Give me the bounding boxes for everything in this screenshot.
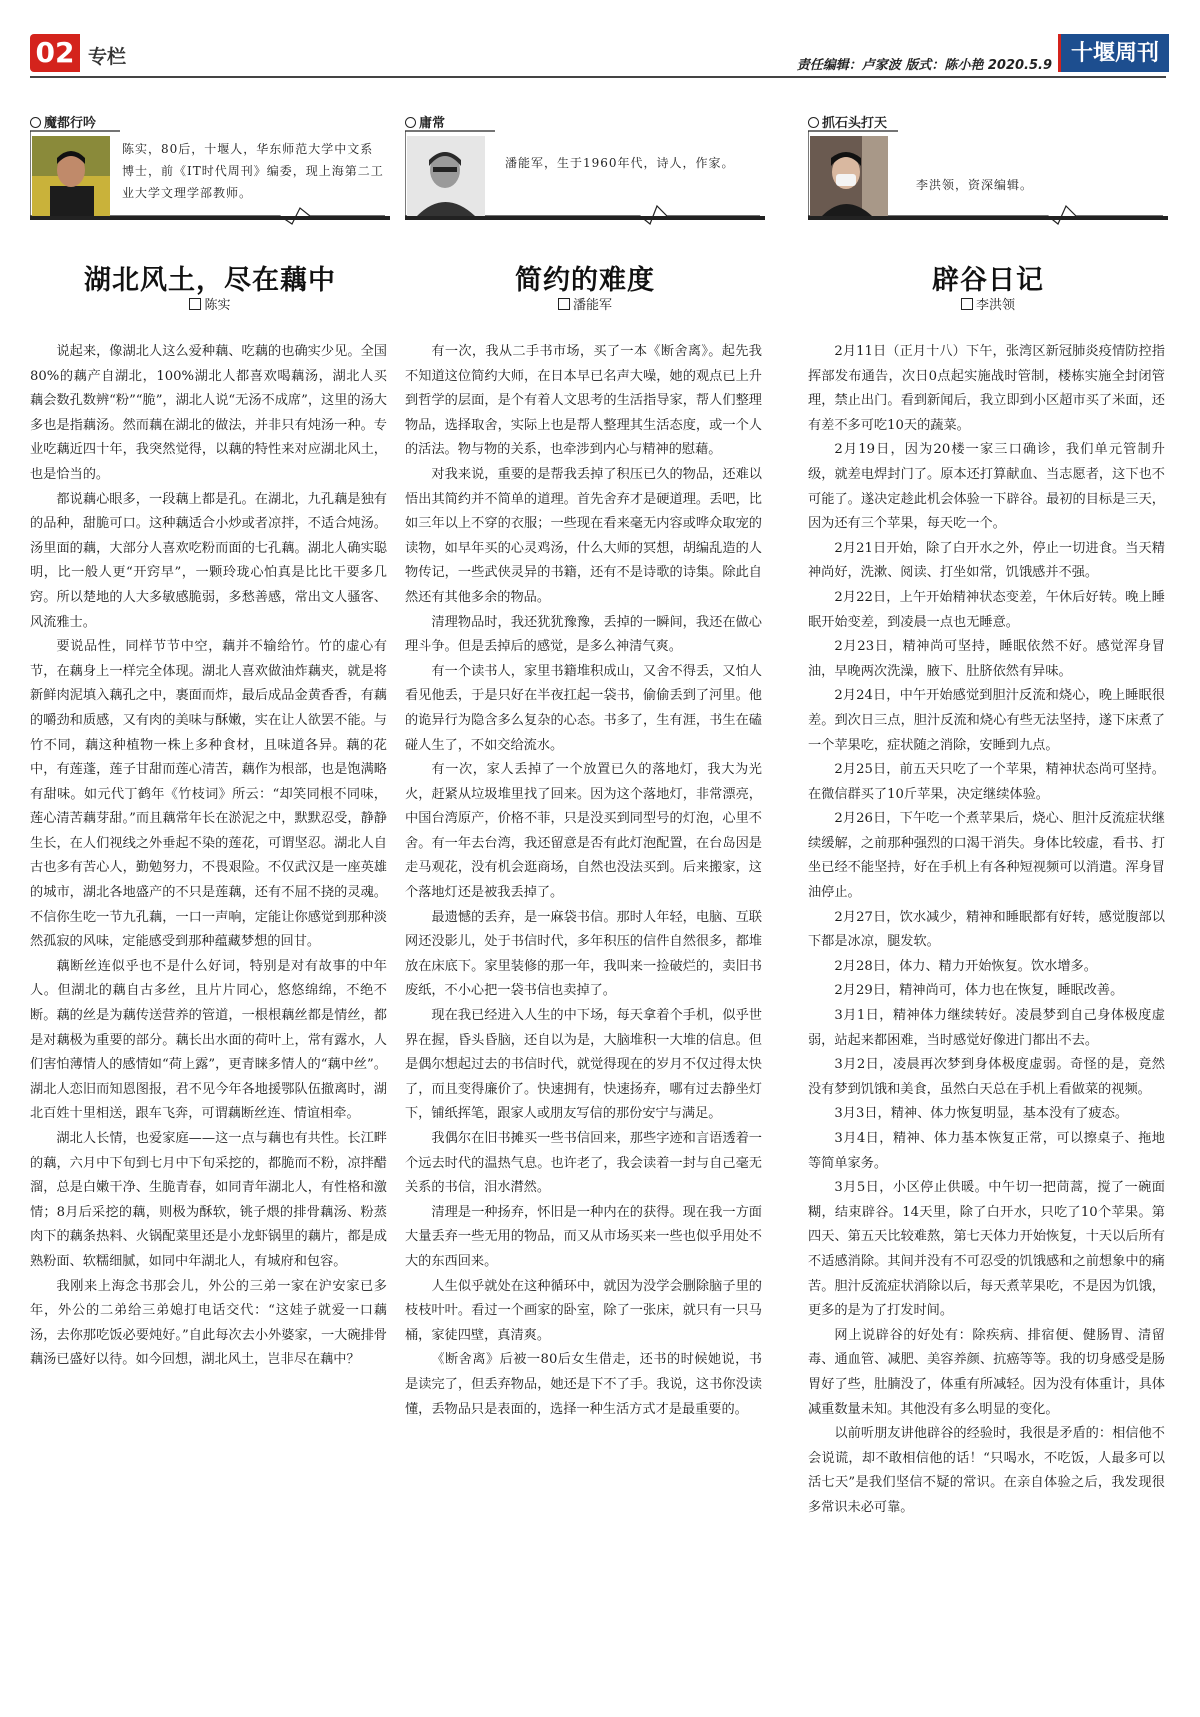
paragraph: 对我来说，重要的是帮我丢掉了积压已久的物品，还难以悟出其简约并不简单的道理。首先舍弃才是硬道理。丢吧，比如三年以上不穿的衣服；一些现在看来毫无内容或哗众取宠的读物，如早年买的心灵鸡汤，什么大师的冥想，胡编乱造的人物传记，一些武侠灵异的书籍，还有不是诗歌的诗集。除此自然还有其他多余的物品。 (405, 466, 762, 605)
paragraph: 有一次，家人丢掉了一个放置已久的落地灯，我大为光火，赶紧从垃圾堆里找了回来。因为这个落地灯，非常漂亮，中国台湾原产，价格不菲，只是没买到同型号的灯泡，心里不舍。有一年去台湾，我还留意是否有此灯泡配置，在台岛因是走马观花，没有机会逛商场，自然也没法买到。后来搬家，这个落地灯还是被我丢掉了。 (405, 762, 762, 901)
article-title: 辟谷日记 (932, 265, 1044, 296)
article-body (808, 340, 1165, 1521)
article-title: 简约的难度 (515, 265, 655, 296)
masthead-logo: 十堰周刊 (1058, 34, 1169, 72)
author-portrait (32, 136, 110, 216)
paragraph: 湖北人长情，也爱家庭——这一点与藕也有共性。长江畔的藕，六月中下旬到七月中下旬采挖的，都脆而不粉，凉拌醋溜，总是白嫩干净、生脆青春，如同青年湖北人，有性格和激情；8月后采挖的藕，则极为酥软，铫子煨的排骨藕汤、粉蒸肉下的藕条热料、火锅配菜里还是小龙虾锅里的藕片，都是成熟粉面、软糯细腻，如同中年湖北人，有城府和包容。 (30, 1131, 387, 1269)
paragraph: 2月27日，饮水减少，精神和睡眠都有好转，感觉腹部以下都是冰凉，腿发软。 (808, 909, 1165, 950)
article-title: 湖北风土，尽在藕中 (84, 265, 336, 296)
author-box (808, 130, 1168, 226)
paragraph: 2月29日，精神尚可，体力也在恢复，睡眠改善。 (834, 983, 1124, 999)
column-label: 魔都行吟 (30, 112, 96, 131)
article-byline: 潘能军 (405, 294, 765, 313)
editor-credits: 责任编辑：卢家波 版式：陈小艳 2020.5.9 (796, 58, 1052, 73)
page-number-badge: 02 (30, 34, 80, 72)
paragraph: 2月22日，上午开始精神状态变差，午休后好转。晚上睡眠开始变差，到凌晨一点也无睡意。 (808, 589, 1165, 630)
paragraph: 3月1日，精神体力继续转好。凌晨梦到自己身体极度虚弱，站起来都困难，当时感觉好像进门都出不去。 (808, 1008, 1165, 1048)
paragraph: 2月11日（正月十八）下午，张湾区新冠肺炎疫情防控指挥部发布通告，次日0点起实施战时管制，楼栋实施全封闭管理，禁止出门。看到新闻后，我立即到小区超市买了米面，还有差不多可吃10天的蔬菜。 (808, 344, 1165, 433)
author-bio: 李洪领，资深编辑。 (916, 178, 1034, 192)
paragraph: 我偶尔在旧书摊买一些书信回来，那些字迹和言语透着一个远去时代的温热气息。也许老了，我会读着一封与自己毫无关系的书信，泪水潸然。 (405, 1131, 762, 1196)
paragraph: 2月24日，中午开始感觉到胆汁反流和烧心，晚上睡眠很差。到次日三点，胆汁反流和烧心有些无法坚持，遂下床煮了一个苹果吃，症状随之消除，安睡到九点。 (808, 688, 1165, 753)
paragraph: 2月23日，精神尚可坚持，睡眠依然不好。感觉浑身冒油，早晚两次洗澡，腋下、肚脐依然有异味。 (808, 639, 1165, 679)
ring-icon (405, 117, 416, 128)
paragraph: 3月5日，小区停止供暖。中午切一把茼蒿，搅了一碗面糊，结束辟谷。14天里，除了白开水，只吃了10个苹果。第四天、第五天比较难熬，第七天体力开始恢复，十天以后所有不适感消除。其间并没有不可忍受的饥饿感和之前想象中的痛苦。胆汁反流症状消除以后，每天煮苹果吃，不是因为饥饿，更多的是为了打发时间。 (808, 1180, 1165, 1319)
paragraph: 2月26日，下午吃一个煮苹果后，烧心、胆汁反流症状继续缓解，之前那种强烈的口渴干消失。身体比较虚，看书、打坐已经不能坚持，好在手机上有各种短视频可以消遣。浑身冒油停止。 (808, 811, 1165, 901)
author-bio: 陈实，80后，十堰人，华东师范大学中文系博士，前《IT时代周刊》编委，现上海第二工业大学文理学部教师。 (122, 142, 384, 200)
paragraph: 有一个读书人，家里书籍堆积成山，又舍不得丢，又怕人看见他丢，于是只好在半夜扛起一袋书，偷偷丢到了河里。他的诡异行为隐含多么复杂的心态。书多了，生有涯，书生在磕碰人生了，不如交给流水。 (405, 663, 762, 753)
paragraph: 清理物品时，我还犹犹豫豫，丢掉的一瞬间，我还在做心理斗争。但是丢掉后的感觉，是多么神清气爽。 (405, 614, 762, 655)
paragraph: 人生似乎就处在这种循环中，就因为没学会删除脑子里的枝枝叶叶。看过一个画家的卧室，除了一张床，就只有一只马桶，家徒四壁，真清爽。 (405, 1278, 762, 1343)
article-body (405, 340, 762, 1422)
paragraph: 说起来，像湖北人这么爱种藕、吃藕的也确实少见。全国80%的藕产自湖北，100%湖北人都喜欢喝藕汤，湖北人买藕会数孔数辨“粉”“脆”，湖北人说“无汤不成席”，这里的汤大多也是指藕汤。然而藕在湖北的做法，并非只有炖汤一种。专业吃藕近四十年，我突然觉得，以藕的特性来对应湖北风土，也是恰当的。 (30, 344, 387, 482)
article-byline: 李洪领 (808, 294, 1168, 313)
header-divider (30, 76, 1166, 78)
byline-box-icon (189, 298, 201, 310)
article-byline: 陈实 (30, 294, 390, 313)
paragraph: 3月3日，精神、体力恢复明显，基本没有了疲态。 (834, 1106, 1129, 1122)
author-box (30, 130, 390, 226)
paragraph: 藕断丝连似乎也不是什么好词，特别是对有故事的中年人。但湖北的藕自古多丝，且片片同心，悠悠绵绵，不绝不断。藕的丝是为藕传送营养的管道，一根根藕丝都是情丝，都是对藕极为重要的部分。藕长出水面的荷叶上，常有露水，人们害怕薄情人的感情如“荷上露”，更青睐多情人的“藕中丝”。湖北人恋旧而知恩图报，君不见今年各地援鄂队伍撤离时，湖北百姓十里相送，跟车飞奔，可谓藕断丝连、情谊相牵。 (30, 958, 387, 1122)
section-label: 专栏 (88, 46, 127, 68)
paragraph: 有一次，我从二手书市场，买了一本《断舍离》。起先我不知道这位简约大师，在日本早已名声大噪，她的观点已上升到哲学的层面，是个有着人文思考的生活指导家，帮人们整理物品，选择取舍，实际上也是帮人整理其生活态度，或一个人的活法。物与物的关系，也牵涉到内心与精神的慰藉。 (405, 344, 762, 458)
paragraph: 网上说辟谷的好处有：除疾病、排宿便、健肠胃、清留毒、通血管、减肥、美容养颜、抗癌等等。我的切身感受是肠胃好了些，肚腩没了，体重有所减轻。因为没有体重计，具体减重数量未知。其他没有多么明显的变化。 (808, 1327, 1165, 1417)
ring-icon (808, 117, 819, 128)
paragraph: 2月28日，体力、精力开始恢复。饮水增多。 (834, 958, 1097, 974)
paragraph: 3月2日，凌晨再次梦到身体极度虚弱。奇怪的是，竟然没有梦到饥饿和美食，虽然白天总在手机上看做菜的视频。 (808, 1057, 1165, 1097)
paragraph: 现在我已经进入人生的中下场，每天拿着个手机，似乎世界在握，昏头昏脑，还自以为是，大脑堆积一大堆的信息。但是偶尔想起过去的书信时代，就觉得现在的岁月不仅过得太快了，而且变得廉价了。快速拥有，快速扬弃，哪有过去静坐灯下，铺纸挥笔，跟家人或朋友写信的那份安宁与满足。 (405, 1008, 762, 1122)
paragraph: 都说藕心眼多，一段藕上都是孔。在湖北，九孔藕是独有的品种，甜脆可口。这种藕适合小炒或者凉拌，不适合炖汤。汤里面的藕，大部分人喜欢吃粉而面的七孔藕。湖北人确实聪明，比一般人更“开窍早”，一颗玲珑心怕真是比比干要多几窍。所以楚地的人大多敏感脆弱，多愁善感，常出文人骚客、风流雅士。 (30, 491, 387, 630)
column-label: 抓石头打天 (808, 112, 887, 131)
paragraph: 2月21日开始，除了白开水之外，停止一切进食。当天精神尚好，洗漱、阅读、打坐如常，饥饿感并不强。 (808, 540, 1165, 581)
paragraph: 《断舍离》后被一80后女生借走，还书的时候她说，书是读完了，但丢弃物品，她还是下不了手。我说，这书你没读懂，丢物品只是表面的，选择一种生活方式才是最重要的。 (405, 1352, 762, 1417)
author-portrait (407, 136, 485, 216)
paragraph: 我刚来上海念书那会儿，外公的三弟一家在沪安家已多年，外公的二弟给三弟媳打电话交代：“这娃子就爱一口藕汤，去你那吃饭必要炖好。”自此每次去小外婆家，一大碗排骨藕汤已盛好以待。如今回想，湖北风土，岂非尽在藕中？ (30, 1278, 387, 1368)
author-portrait (810, 136, 888, 216)
byline-box-icon (558, 298, 570, 310)
paragraph: 2月25日，前五天只吃了一个苹果，精神状态尚可坚持。在微信群买了10斤苹果，决定继续体验。 (808, 762, 1165, 802)
ring-icon (30, 117, 41, 128)
paragraph: 3月4日，精神、体力基本恢复正常，可以擦桌子、拖地等简单家务。 (808, 1131, 1165, 1171)
article-body (30, 340, 387, 1373)
paragraph: 以前听朋友讲他辟谷的经验时，我很是矛盾的：相信他不会说谎，却不敢相信他的话！“只喝水，不吃饭，人最多可以活七天”是我们坚信不疑的常识。在亲自体验之后，我发现很多常识未必可靠。 (808, 1426, 1165, 1515)
column-label: 庸常 (405, 112, 445, 131)
paragraph: 最遗憾的丢弃，是一麻袋书信。那时人年轻，电脑、互联网还没影儿，处于书信时代，多年积压的信件自然很多，都堆放在床底下。家里装修的那一年，我叫来一捡破烂的，卖旧书废纸，不小心把一袋书信也卖掉了。 (405, 909, 762, 999)
paragraph: 要说品性，同样节节中空，藕并不输给竹。竹的虚心有节，在藕身上一样完全体现。湖北人喜欢做油炸藕夹，就是将新鲜肉泥填入藕孔之中，裹面而炸，最后成品金黄香香，有藕的嚼劲和质感，又有肉的美味与酥嫩，实在让人欲罢不能。与竹不同，藕这种植物一株上多种食材，且味道各异。藕的花中，有莲蓬，莲子甘甜而莲心清苦，藕作为根部，也是饱满略有甜味。如元代丁鹤年《竹枝词》所云：“却笑同根不同味，莲心清苦藕芽甜。”而且藕常年长在淤泥之中，默默忍受，静静生长，在人们视线之外垂起不染的莲花，可谓坚忍。湖北人自古也多有苦心人，勤勉努力，不畏艰险。不仅武汉是一座英雄的城市，湖北各地盛产的不只是莲藕，还有不屈不挠的灵魂。不信你生吃一节九孔藕，一口一声响，定能让你感觉到那种淡然孤寂的风味，定能感受到那种蕴藏梦想的回甘。 (30, 639, 387, 950)
author-box (405, 130, 765, 226)
paragraph: 2月19日，因为20楼一家三口确诊，我们单元管制升级，就差电焊封门了。原本还打算献血、当志愿者，这下也不可能了。遂决定趁此机会体验一下辟谷。最初的目标是三天，因为还有三个苹果，每天吃一个。 (808, 442, 1165, 532)
author-bio: 潘能军，生于1960年代，诗人，作家。 (505, 156, 735, 170)
byline-box-icon (961, 298, 973, 310)
paragraph: 清理是一种扬弃，怀旧是一种内在的获得。现在我一方面大量丢弃一些无用的物品，而又从市场买来一些也似乎用处不大的东西回来。 (405, 1204, 762, 1269)
